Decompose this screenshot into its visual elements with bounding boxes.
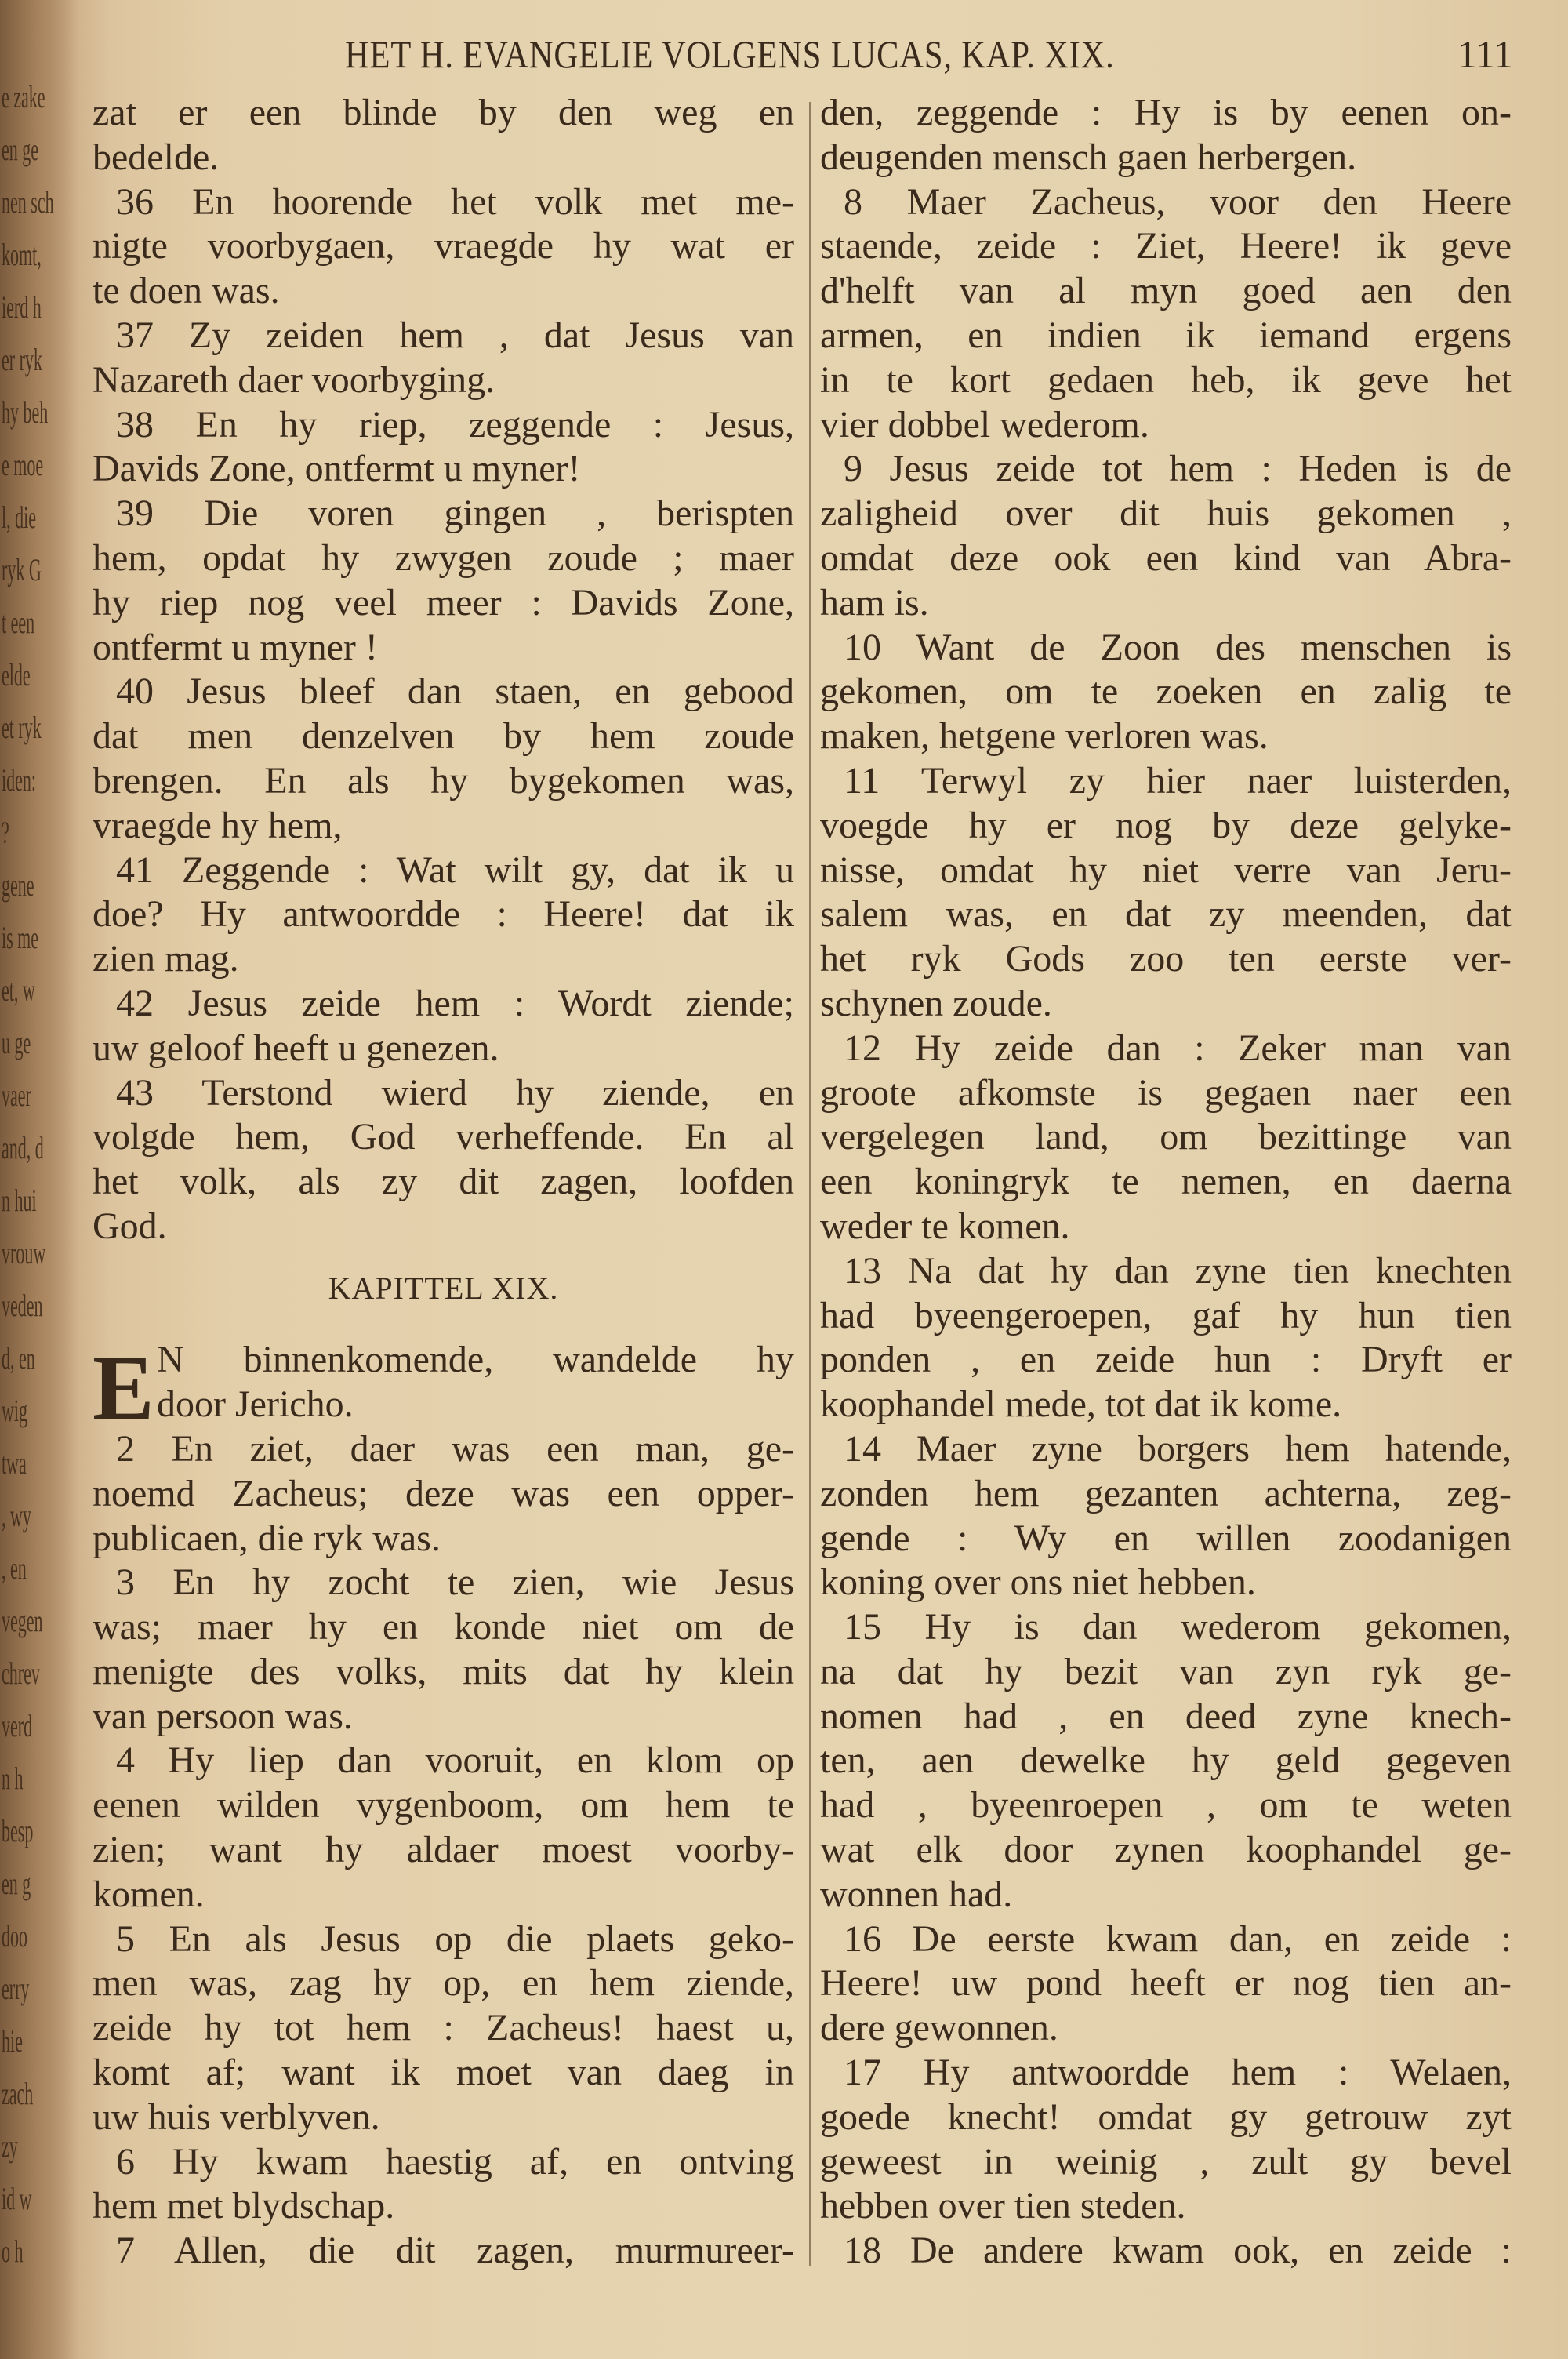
text-line: komt af; want ik moet van daeg in xyxy=(93,2052,794,2094)
adjacent-page-fragment: besp xyxy=(2,1813,34,1848)
adjacent-page-fragment: vrouw xyxy=(2,1235,46,1270)
adjacent-page-fragment: ierd h xyxy=(2,289,42,325)
adjacent-page-fragment: en g xyxy=(2,1866,31,1901)
text-line: van persoon was. xyxy=(93,1695,353,1737)
verse-paragraph xyxy=(820,1605,1512,1917)
adjacent-page-fragment: , wy xyxy=(2,1498,31,1533)
text-line: 41 Zeggende : Wat wilt gy, dat ik u xyxy=(116,849,794,891)
text-line: deugenden mensch gaen herbergen. xyxy=(820,136,1357,178)
adjacent-page-fragment: e zake xyxy=(2,79,45,114)
verse-paragraph xyxy=(93,492,794,670)
adjacent-page-fragment: hie xyxy=(2,2023,23,2059)
text-line: Heere! uw pond heeft er nog tien an- xyxy=(820,1962,1512,2005)
text-line: bedelde. xyxy=(93,136,220,178)
text-line: publicaen, die ryk was. xyxy=(93,1517,441,1559)
adjacent-page-fragment: komt, xyxy=(2,237,42,272)
text-line: voegde hy er nog by deze gelyke- xyxy=(820,804,1512,846)
verse-paragraph xyxy=(820,1027,1512,1249)
text-line: gende : Wy en willen zoodanigen xyxy=(820,1517,1512,1559)
adjacent-page-fragment: wig xyxy=(2,1393,27,1428)
adjacent-page-fragment: and, d xyxy=(2,1130,44,1165)
verse-paragraph xyxy=(93,670,794,848)
text-line: nisse, omdat hy niet verre van Jeru- xyxy=(820,849,1512,891)
text-line: zeide hy tot hem : Zacheus! haest u, xyxy=(93,2007,794,2049)
verse-paragraph xyxy=(93,1561,794,1739)
verse-paragraph xyxy=(93,1739,794,1917)
text-line: d'helft van al myn goed aen den xyxy=(820,270,1512,312)
text-line: gekomen, om te zoeken en zalig te xyxy=(820,671,1512,713)
text-line: Nazareth daer voorbyging. xyxy=(93,358,495,401)
text-line: weder te komen. xyxy=(820,1205,1070,1247)
adjacent-page-fragment: erry xyxy=(2,1971,30,2006)
text-line: 12 Hy zeide dan : Zeker man van xyxy=(844,1027,1512,1069)
adjacent-page-fragment: veden xyxy=(2,1288,43,1323)
verse-paragraph xyxy=(93,1336,794,1440)
verse-paragraph xyxy=(93,2229,794,2274)
adjacent-page-fragment: en ge xyxy=(2,132,39,167)
adjacent-page-fragment: elde xyxy=(2,657,31,692)
text-line: den, zeggende : Hy is by eenen on- xyxy=(820,92,1512,133)
text-line: nigte voorbygaen, vraegde hy wat er xyxy=(93,225,794,267)
text-line: vraegde hy hem, xyxy=(93,804,343,846)
text-line: groote afkomste is gegaen naer een xyxy=(820,1071,1512,1114)
text-line: 11 Terwyl zy hier naer luisterden, xyxy=(844,759,1512,801)
text-line: hy riep nog veel meer : Davids Zone, xyxy=(93,581,794,623)
text-line: 36 En hoorende het volk met me- xyxy=(116,180,794,223)
verse-paragraph xyxy=(93,982,794,1071)
verse-paragraph xyxy=(820,1427,1512,1605)
text-line: zat er een blinde by den weg en xyxy=(93,92,794,133)
text-line: 42 Jesus zeide hem : Wordt ziende; xyxy=(116,982,794,1024)
verse-paragraph xyxy=(820,180,1512,448)
text-line: schynen zoude. xyxy=(820,982,1052,1024)
text-line: goede knecht! omdat gy getrouw zyt xyxy=(820,2095,1512,2138)
adjacent-page-fragment: ? xyxy=(2,815,9,850)
text-line: 40 Jesus bleef dan staen, en gebood xyxy=(116,671,794,713)
text-line: 3 En hy zocht te zien, wie Jesus xyxy=(116,1561,794,1604)
text-line: staende, zeide : Ziet, Heere! ik geve xyxy=(820,225,1512,267)
adjacent-page-fragment: u ge xyxy=(2,1025,31,1060)
text-line: had byeengeroepen, gaf hy hun tien xyxy=(820,1294,1512,1336)
verse-paragraph xyxy=(93,314,794,403)
page-number: 111 xyxy=(1457,32,1513,76)
text-line: een koningryk te nemen, en daerna xyxy=(820,1161,1512,1203)
verse-paragraph xyxy=(820,626,1512,759)
adjacent-page-fragment: e moe xyxy=(2,447,44,482)
adjacent-page-fragment: vaer xyxy=(2,1078,31,1113)
text-line: brengen. En als hy bygekomen was, xyxy=(93,759,794,801)
text-line: zaligheid over dit huis gekomen , xyxy=(820,493,1512,535)
text-line: na dat hy bezit van zyn ryk ge- xyxy=(820,1650,1512,1692)
verse-paragraph xyxy=(820,1249,1512,1427)
adjacent-page-fragment: zy xyxy=(2,2128,18,2164)
text-line: komen. xyxy=(93,1873,205,1915)
text-line: ontfermt u myner ! xyxy=(93,626,378,668)
text-line: noemd Zacheus; deze was een opper- xyxy=(93,1472,794,1514)
text-line: N binnenkomende, wandelde hy xyxy=(157,1339,794,1381)
text-line: maken, hetgene verloren was. xyxy=(820,715,1269,758)
adjacent-page-fragment: is me xyxy=(2,920,39,955)
text-line: had , byeenroepen , om te weten xyxy=(820,1784,1512,1826)
adjacent-page-fragment: doo xyxy=(2,1918,27,1954)
text-line: 4 Hy liep dan vooruit, en klom op xyxy=(116,1739,794,1782)
text-line: 43 Terstond wierd hy ziende, en xyxy=(116,1071,794,1114)
adjacent-page-fragment: d, en xyxy=(2,1340,35,1376)
verse-paragraph xyxy=(93,403,794,493)
text-line: 17 Hy antwoordde hem : Welaen, xyxy=(844,2052,1512,2094)
adjacent-page-fragment: n h xyxy=(2,1761,24,1796)
text-line: 5 En als Jesus op die plaets geko- xyxy=(116,1917,794,1960)
text-line: te doen was. xyxy=(93,270,280,312)
text-line: omdat deze ook een kind van Abra- xyxy=(820,536,1512,579)
text-line: armen, en indien ik iemand ergens xyxy=(820,314,1512,356)
text-line: 2 En ziet, daer was een man, ge- xyxy=(116,1427,794,1470)
adjacent-page-fragment: id w xyxy=(2,2181,32,2216)
text-line: Davids Zone, ontfermt u myner! xyxy=(93,448,581,490)
adjacent-page-fragment: t een xyxy=(2,605,35,640)
adjacent-page-fragment: er ryk xyxy=(2,342,42,377)
text-line: uw geloof heeft u genezen. xyxy=(93,1027,499,1069)
adjacent-page-fragment: nen sch xyxy=(2,184,54,220)
text-line: wat elk door zynen koophandel ge- xyxy=(820,1829,1512,1871)
text-line: vier dobbel wederom. xyxy=(820,403,1149,445)
text-line: wonnen had. xyxy=(820,1873,1013,1915)
text-line: het volk, als zy dit zagen, loofden xyxy=(93,1161,794,1203)
text-line: uw huis verblyven. xyxy=(93,2095,380,2138)
adjacent-page-fragment: iden: xyxy=(2,762,36,798)
adjacent-page-fragment: verd xyxy=(2,1708,33,1743)
adjacent-page-fragment: n hui xyxy=(2,1183,37,1218)
text-line: ham is. xyxy=(820,581,929,623)
right-text-column xyxy=(820,91,1512,2274)
text-line: 38 En hy riep, zeggende : Jesus, xyxy=(116,403,794,445)
text-line: dere gewonnen. xyxy=(820,2007,1058,2049)
text-line: 14 Maer zyne borgers hem hatende, xyxy=(844,1427,1512,1470)
text-line: salem was, en dat zy meenden, dat xyxy=(820,893,1512,936)
text-line: geweest in weinig , zult gy bevel xyxy=(820,2140,1512,2183)
text-line: menigte des volks, mits dat hy klein xyxy=(93,1650,794,1692)
text-line: 13 Na dat hy dan zyne tien knechten xyxy=(844,1249,1512,1292)
text-line: 16 De eerste kwam dan, en zeide : xyxy=(844,1917,1512,1960)
text-line: men was, zag hy op, en hem ziende, xyxy=(93,1962,794,2005)
text-line: 18 De andere kwam ook, en zeide : xyxy=(844,2230,1512,2272)
adjacent-page-fragment: l, die xyxy=(2,500,36,535)
verse-paragraph xyxy=(820,91,1512,180)
adjacent-page-fragment: gene xyxy=(2,867,34,903)
running-header-title: HET H. EVANGELIE VOLGENS LUCAS, KAP. XIX. xyxy=(345,32,1115,76)
verse-paragraph xyxy=(93,1071,794,1249)
adjacent-page-fragment: o h xyxy=(2,2234,24,2269)
text-line: 37 Zy zeiden hem , dat Jesus van xyxy=(116,314,794,356)
left-text-column xyxy=(93,91,794,2274)
text-line: vergelegen land, om bezittinge van xyxy=(820,1116,1512,1158)
text-line: 6 Hy kwam haestig af, en ontving xyxy=(116,2140,794,2183)
verse-paragraph xyxy=(820,759,1512,1027)
text-line: hem met blydschap. xyxy=(93,2185,395,2227)
text-line: door Jericho. xyxy=(157,1383,354,1426)
text-line: nomen had , en deed zyne knech- xyxy=(820,1695,1512,1737)
text-line: zonden hem gezanten achterna, zeg- xyxy=(820,1472,1512,1514)
text-line: koning over ons niet hebben. xyxy=(820,1561,1256,1604)
verse-paragraph xyxy=(93,1917,794,2140)
adjacent-page-fragment: vegen xyxy=(2,1603,43,1638)
text-line: koophandel mede, tot dat ik kome. xyxy=(820,1383,1342,1426)
text-line: hem, opdat hy zwygen zoude ; maer xyxy=(93,536,794,579)
adjacent-page-fragment: zach xyxy=(2,2076,34,2111)
adjacent-page-fragment: et, w xyxy=(2,972,35,1008)
text-line: eenen wilden vygenboom, om hem te xyxy=(93,1784,794,1826)
text-line: zien; want hy aldaer moest voorby- xyxy=(93,1829,794,1871)
adjacent-page-fragment: et ryk xyxy=(2,710,42,745)
text-line: zien mag. xyxy=(93,938,239,980)
verse-paragraph xyxy=(820,1917,1512,2051)
text-line: in te kort gedaen heb, ik geve het xyxy=(820,358,1512,401)
running-header xyxy=(345,31,1521,78)
text-line: hebben over tien steden. xyxy=(820,2185,1186,2227)
adjacent-page-fragment: hy beh xyxy=(2,394,49,430)
text-line: 8 Maer Zacheus, voor den Heere xyxy=(844,180,1512,223)
text-line: doe? Hy antwoordde : Heere! dat ik xyxy=(93,893,794,936)
text-line: was; maer hy en konde niet om de xyxy=(93,1606,794,1648)
text-line: het ryk Gods zoo ten eerste ver- xyxy=(820,938,1512,980)
text-line: ten, aen dewelke hy geld gegeven xyxy=(820,1739,1512,1782)
verse-paragraph xyxy=(820,2229,1512,2274)
chapter-heading: KAPITTEL XIX. xyxy=(328,1270,559,1306)
column-divider xyxy=(809,102,811,2266)
text-line: 9 Jesus zeide tot hem : Heden is de xyxy=(844,448,1512,490)
verse-paragraph xyxy=(93,2140,794,2230)
verse-paragraph xyxy=(93,91,794,180)
text-line: 7 Allen, die dit zagen, murmureer- xyxy=(116,2230,794,2272)
text-line: God. xyxy=(93,1205,167,1247)
verse-paragraph xyxy=(93,180,794,314)
text-line: 39 Die voren gingen , berispten xyxy=(116,493,794,535)
adjacent-page-fragment: , en xyxy=(2,1550,27,1586)
adjacent-page-fragment: ryk G xyxy=(2,552,42,587)
text-line: volgde hem, God verheffende. En al xyxy=(93,1116,794,1158)
adjacent-page-edge xyxy=(0,0,78,2359)
verse-paragraph xyxy=(93,1427,794,1561)
adjacent-page-fragment: chrev xyxy=(2,1656,40,1691)
verse-paragraph xyxy=(820,2051,1512,2229)
verse-paragraph xyxy=(93,849,794,982)
text-line: 10 Want de Zoon des menschen is xyxy=(844,626,1512,668)
text-line: ponden , en zeide hun : Dryft er xyxy=(820,1339,1512,1381)
verse-paragraph xyxy=(820,447,1512,625)
text-line: dat men denzelven by hem zoude xyxy=(93,715,794,758)
drop-cap: E xyxy=(93,1336,154,1440)
adjacent-page-fragment: twa xyxy=(2,1445,27,1481)
text-line: 15 Hy is dan wederom gekomen, xyxy=(844,1606,1512,1648)
